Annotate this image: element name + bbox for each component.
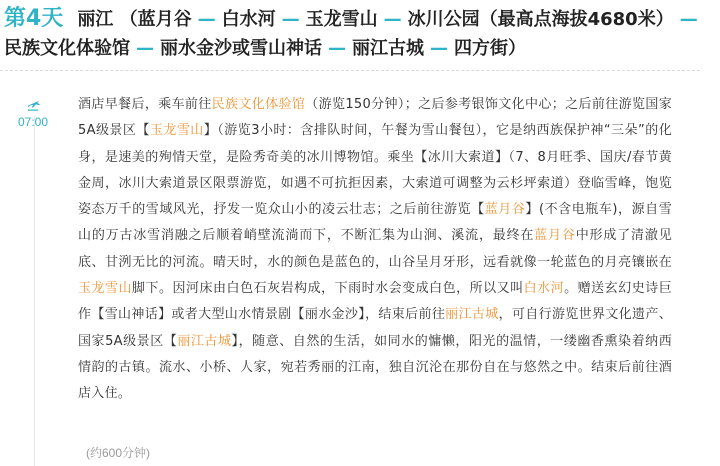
day-header (0, 0, 720, 68)
airplane-icon (25, 97, 41, 113)
header-divider (0, 70, 700, 72)
day-title-line-1 (4, 4, 704, 34)
description-text: 酒店早餐后，乘车前往 (78, 97, 212, 112)
description-text: 脚下。因河床由白色石灰岩构成，下雨时水会变成白色，所以又叫 (132, 281, 524, 297)
itinerary-stop: 丽水金沙或雪山神话 (160, 38, 322, 59)
description-text: 】(不含电瓶车)，源自雪山的万古冰雪消融之后顺着峭壁流淌而下，不断汇集为山涧、溪流，最终在 (78, 202, 672, 244)
separator: — (328, 38, 346, 59)
highlighted-place: 蓝月谷 (534, 228, 576, 244)
timeline-line (34, 116, 35, 466)
separator: — (197, 9, 216, 30)
itinerary-stop: 四方街） (454, 38, 526, 59)
itinerary-stop: 丽江古城 (352, 38, 424, 59)
day-label: 第4天 (4, 6, 64, 31)
description-text: ，可自行游览世界文化遗产、国家5A级景区【 (78, 307, 673, 349)
description-text: 】（游览3小时：含排队时间，午餐为雪山餐包），它是纳西族保护神“三朵”的化身，是速美的殉情天堂，是险秀奇美的冰川博物馆。乘坐【冰川大索道】（7、8月旺季、国庆/春节黄金周，冰川大索道景区限票游览，如遇不可抗拒因素，大索道可调整为云杉坪索道）登临雪峰，饱览姿态万千的雪域风光，抒发一览众山小的凌云壮志；之后前往游览【 (78, 123, 673, 218)
itinerary-stop: 冰川公园（最高点海拔4680米） (407, 9, 674, 30)
description-text: 】，随意、自然的生活，如同水的慵懒，阳光的温情，一缕幽香熏染着纳西情韵的古镇。流水、小桥、人家，宛若秀丽的江南，独自沉沦在那份自在与悠然之中。结束后前往酒店入住。 (78, 333, 672, 402)
description-text: 中形成了清澈见底、甘洌无比的河流。晴天时，水的颜色是蓝色的，山谷呈月牙形，远看就像一轮蓝色的月亮镶嵌在 (78, 228, 672, 270)
duration-label: (约600分钟) (86, 446, 151, 460)
description-text: 。赠送玄幻史诗巨作【雪山神话】或者大型山水情景剧【丽水金沙】，结束后前往 (78, 281, 673, 323)
itinerary-stop: 民族文化体验馆 (4, 38, 130, 59)
separator: — (383, 9, 402, 30)
itinerary-stop: 丽江 （蓝月谷 (77, 9, 192, 30)
time-label: 07:00 (18, 115, 49, 129)
highlighted-place: 丽江古城 (177, 333, 232, 349)
separator: — (430, 38, 448, 59)
highlighted-place: 丽江古城 (445, 307, 499, 323)
separator: — (679, 9, 698, 30)
highlighted-place: 玉龙雪山 (78, 281, 133, 297)
separator: — (136, 38, 154, 59)
highlighted-place: 白水河 (523, 281, 565, 297)
itinerary-stop: 白水河 (221, 9, 276, 30)
highlighted-place: 玉龙雪山 (149, 123, 204, 139)
highlighted-place: 民族文化体验馆 (211, 97, 306, 112)
highlighted-place: 蓝月谷 (484, 202, 526, 218)
separator: — (281, 9, 300, 30)
day-description (78, 92, 672, 408)
day-title-line-2 (4, 34, 526, 64)
itinerary-stop: 玉龙雪山 (305, 9, 378, 30)
description-text: （游览150分钟）；之后参考银饰文化中心；之后前往游览国家5A级景区【 (78, 97, 672, 139)
